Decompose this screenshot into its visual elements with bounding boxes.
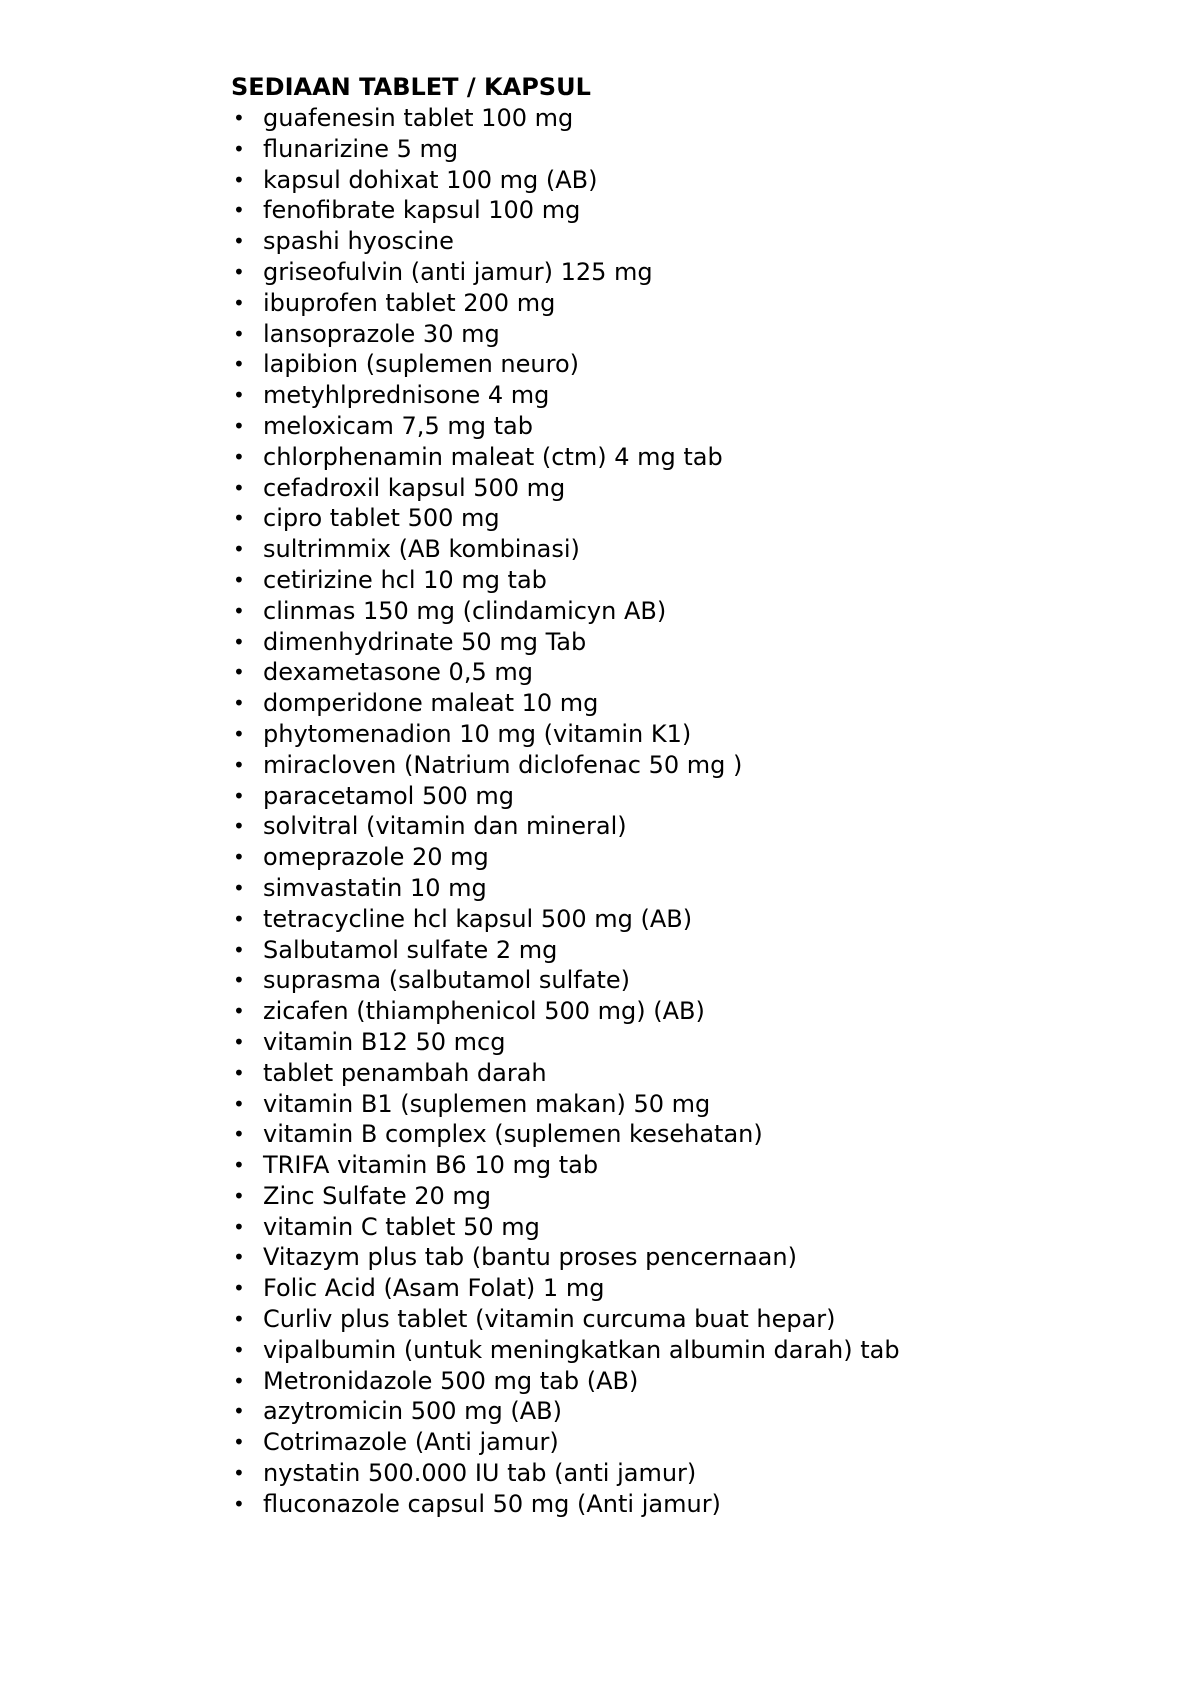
list-item-text: ibuprofen tablet 200 mg — [263, 288, 556, 317]
list-item-text: flunarizine 5 mg — [263, 134, 459, 163]
list-item — [231, 103, 1131, 134]
bullet-icon: • — [233, 229, 245, 254]
bullet-icon: • — [233, 968, 245, 993]
list-item — [231, 1427, 1131, 1458]
bullet-icon: • — [233, 383, 245, 408]
list-item — [231, 1027, 1131, 1058]
list-item-text: simvastatin 10 mg — [263, 873, 487, 902]
list-item-text: sultrimmix (AB kombinasi) — [263, 535, 580, 564]
bullet-icon: • — [233, 413, 245, 438]
list-item-text: cipro tablet 500 mg — [263, 504, 500, 533]
list-item-text: cetirizine hcl 10 mg tab — [263, 565, 547, 594]
list-item-text: cefadroxil kapsul 500 mg — [263, 473, 566, 502]
list-item — [231, 1089, 1131, 1120]
bullet-icon: • — [233, 1214, 245, 1239]
list-item-text: vipalbumin (untuk meningkatkan albumin darah) tab — [263, 1335, 900, 1364]
bullet-icon: • — [233, 290, 245, 315]
list-item-text: kapsul dohixat 100 mg (AB) — [263, 165, 598, 194]
list-item-text: solvitral (vitamin dan mineral) — [263, 812, 627, 841]
list-item — [231, 442, 1131, 473]
list-item — [231, 965, 1131, 996]
list-item — [231, 1119, 1131, 1150]
list-item-text: tetracycline hcl kapsul 500 mg (AB) — [263, 904, 693, 933]
bullet-icon: • — [233, 567, 245, 592]
list-item — [231, 719, 1131, 750]
list-item — [231, 1242, 1131, 1273]
list-item — [231, 873, 1131, 904]
list-item-text: guafenesin tablet 100 mg — [263, 104, 574, 132]
list-item — [231, 811, 1131, 842]
bullet-icon: • — [233, 1491, 245, 1516]
bullet-icon: • — [233, 352, 245, 377]
bullet-icon: • — [233, 1060, 245, 1085]
list-item — [231, 1366, 1131, 1397]
bullet-icon: • — [233, 598, 245, 623]
list-item — [231, 996, 1131, 1027]
bullet-icon: • — [233, 999, 245, 1024]
list-item-text: suprasma (salbutamol sulfate) — [263, 966, 630, 995]
bullet-icon: • — [233, 1461, 245, 1486]
list-item — [231, 165, 1131, 196]
bullet-icon: • — [233, 660, 245, 685]
list-item-text: tablet penambah darah — [263, 1058, 547, 1087]
list-item-text: domperidone maleat 10 mg — [263, 689, 599, 718]
bullet-icon: • — [233, 1430, 245, 1455]
bullet-icon: • — [233, 752, 245, 777]
list-item-text: Vitazym plus tab (bantu proses pencernaan) — [263, 1243, 797, 1272]
list-item — [231, 349, 1131, 380]
list-item — [231, 1489, 1131, 1520]
list-item — [231, 1181, 1131, 1212]
list-item-text: nystatin 500.000 IU tab (anti jamur) — [263, 1459, 697, 1488]
list-item — [231, 534, 1131, 565]
list-item — [231, 627, 1131, 658]
bullet-icon: • — [233, 1245, 245, 1270]
bullet-icon: • — [233, 691, 245, 716]
bullet-icon: • — [233, 1337, 245, 1362]
list-item-text: Curliv plus tablet (vitamin curcuma buat hepar) — [263, 1305, 836, 1334]
list-item-text: azytromicin 500 mg (AB) — [263, 1397, 562, 1426]
list-item — [231, 226, 1131, 257]
list-item — [231, 781, 1131, 812]
list-item — [231, 1335, 1131, 1366]
bullet-icon: • — [233, 198, 245, 223]
list-item-text: paracetamol 500 mg — [263, 781, 515, 810]
bullet-icon: • — [233, 937, 245, 962]
list-item-text: miracloven (Natrium diclofenac 50 mg ) — [263, 750, 743, 779]
list-item — [231, 565, 1131, 596]
list-item-text: chlorphenamin maleat (ctm) 4 mg tab — [263, 442, 723, 471]
bullet-icon: • — [233, 106, 245, 130]
list-item — [231, 134, 1131, 165]
bullet-icon: • — [233, 136, 245, 161]
list-item — [231, 596, 1131, 627]
bullet-icon: • — [233, 814, 245, 839]
list-item-text: clinmas 150 mg (clindamicyn AB) — [263, 596, 667, 625]
list-item-text: lansoprazole 30 mg — [263, 319, 500, 348]
bullet-icon: • — [233, 321, 245, 346]
list-item — [231, 1396, 1131, 1427]
bullet-icon: • — [233, 721, 245, 746]
list-item-text: vitamin B1 (suplemen makan) 50 mg — [263, 1089, 711, 1118]
list-item — [231, 288, 1131, 319]
list-item — [231, 1273, 1131, 1304]
document-content — [231, 72, 1131, 1520]
list-item-text: meloxicam 7,5 mg tab — [263, 411, 533, 440]
list-item — [231, 1212, 1131, 1243]
list-item-text: Salbutamol sulfate 2 mg — [263, 935, 558, 964]
list-item-text: vitamin B12 50 mcg — [263, 1027, 506, 1056]
list-item-text: lapibion (suplemen neuro) — [263, 350, 580, 379]
list-item-text: vitamin B complex (suplemen kesehatan) — [263, 1120, 763, 1149]
list-item-text: TRIFA vitamin B6 10 mg tab — [263, 1151, 599, 1180]
bullet-icon: • — [233, 1368, 245, 1393]
list-item — [231, 1304, 1131, 1335]
list-item — [231, 935, 1131, 966]
list-item — [231, 904, 1131, 935]
bullet-icon: • — [233, 783, 245, 808]
list-item-text: Cotrimazole (Anti jamur) — [263, 1428, 559, 1457]
bullet-icon: • — [233, 1399, 245, 1424]
list-item — [231, 380, 1131, 411]
list-item-text: fenofibrate kapsul 100 mg — [263, 196, 581, 225]
list-item-text: spashi hyoscine — [263, 227, 454, 256]
list-item-text: Metronidazole 500 mg tab (AB) — [263, 1366, 639, 1395]
list-item-text: Folic Acid (Asam Folat) 1 mg — [263, 1274, 605, 1303]
bullet-icon: • — [233, 1153, 245, 1178]
bullet-icon: • — [233, 506, 245, 531]
list-item-text: omeprazole 20 mg — [263, 843, 489, 872]
list-item — [231, 503, 1131, 534]
bullet-icon: • — [233, 845, 245, 870]
list-item — [231, 1150, 1131, 1181]
bullet-icon: • — [233, 629, 245, 654]
list-item-text: dexametasone 0,5 mg — [263, 658, 533, 687]
bullet-icon: • — [233, 444, 245, 469]
medication-list — [231, 103, 1131, 1520]
list-item — [231, 195, 1131, 226]
list-item — [231, 473, 1131, 504]
list-item-text: Zinc Sulfate 20 mg — [263, 1181, 491, 1210]
list-item — [231, 750, 1131, 781]
list-item — [231, 1458, 1131, 1489]
list-item-text: phytomenadion 10 mg (vitamin K1) — [263, 719, 692, 748]
list-item-text: griseofulvin (anti jamur) 125 mg — [263, 257, 653, 286]
list-item-text: dimenhydrinate 50 mg Tab — [263, 627, 587, 656]
list-item-text: fluconazole capsul 50 mg (Anti jamur) — [263, 1489, 721, 1518]
list-item — [231, 257, 1131, 288]
bullet-icon: • — [233, 259, 245, 284]
bullet-icon: • — [233, 537, 245, 562]
list-item — [231, 1058, 1131, 1089]
list-item-text: vitamin C tablet 50 mg — [263, 1212, 540, 1241]
bullet-icon: • — [233, 875, 245, 900]
list-item-text: metyhlprednisone 4 mg — [263, 381, 550, 410]
list-item — [231, 657, 1131, 688]
list-item — [231, 411, 1131, 442]
bullet-icon: • — [233, 1183, 245, 1208]
bullet-icon: • — [233, 1122, 245, 1147]
bullet-icon: • — [233, 475, 245, 500]
document-title: SEDIAAN TABLET / KAPSUL — [231, 73, 591, 101]
bullet-icon: • — [233, 906, 245, 931]
bullet-icon: • — [233, 1091, 245, 1116]
bullet-icon: • — [233, 1307, 245, 1332]
bullet-icon: • — [233, 1276, 245, 1301]
bullet-icon: • — [233, 1029, 245, 1054]
list-item — [231, 842, 1131, 873]
list-item — [231, 688, 1131, 719]
list-item-text: zicafen (thiamphenicol 500 mg) (AB) — [263, 997, 705, 1026]
list-item — [231, 319, 1131, 350]
bullet-icon: • — [233, 167, 245, 192]
